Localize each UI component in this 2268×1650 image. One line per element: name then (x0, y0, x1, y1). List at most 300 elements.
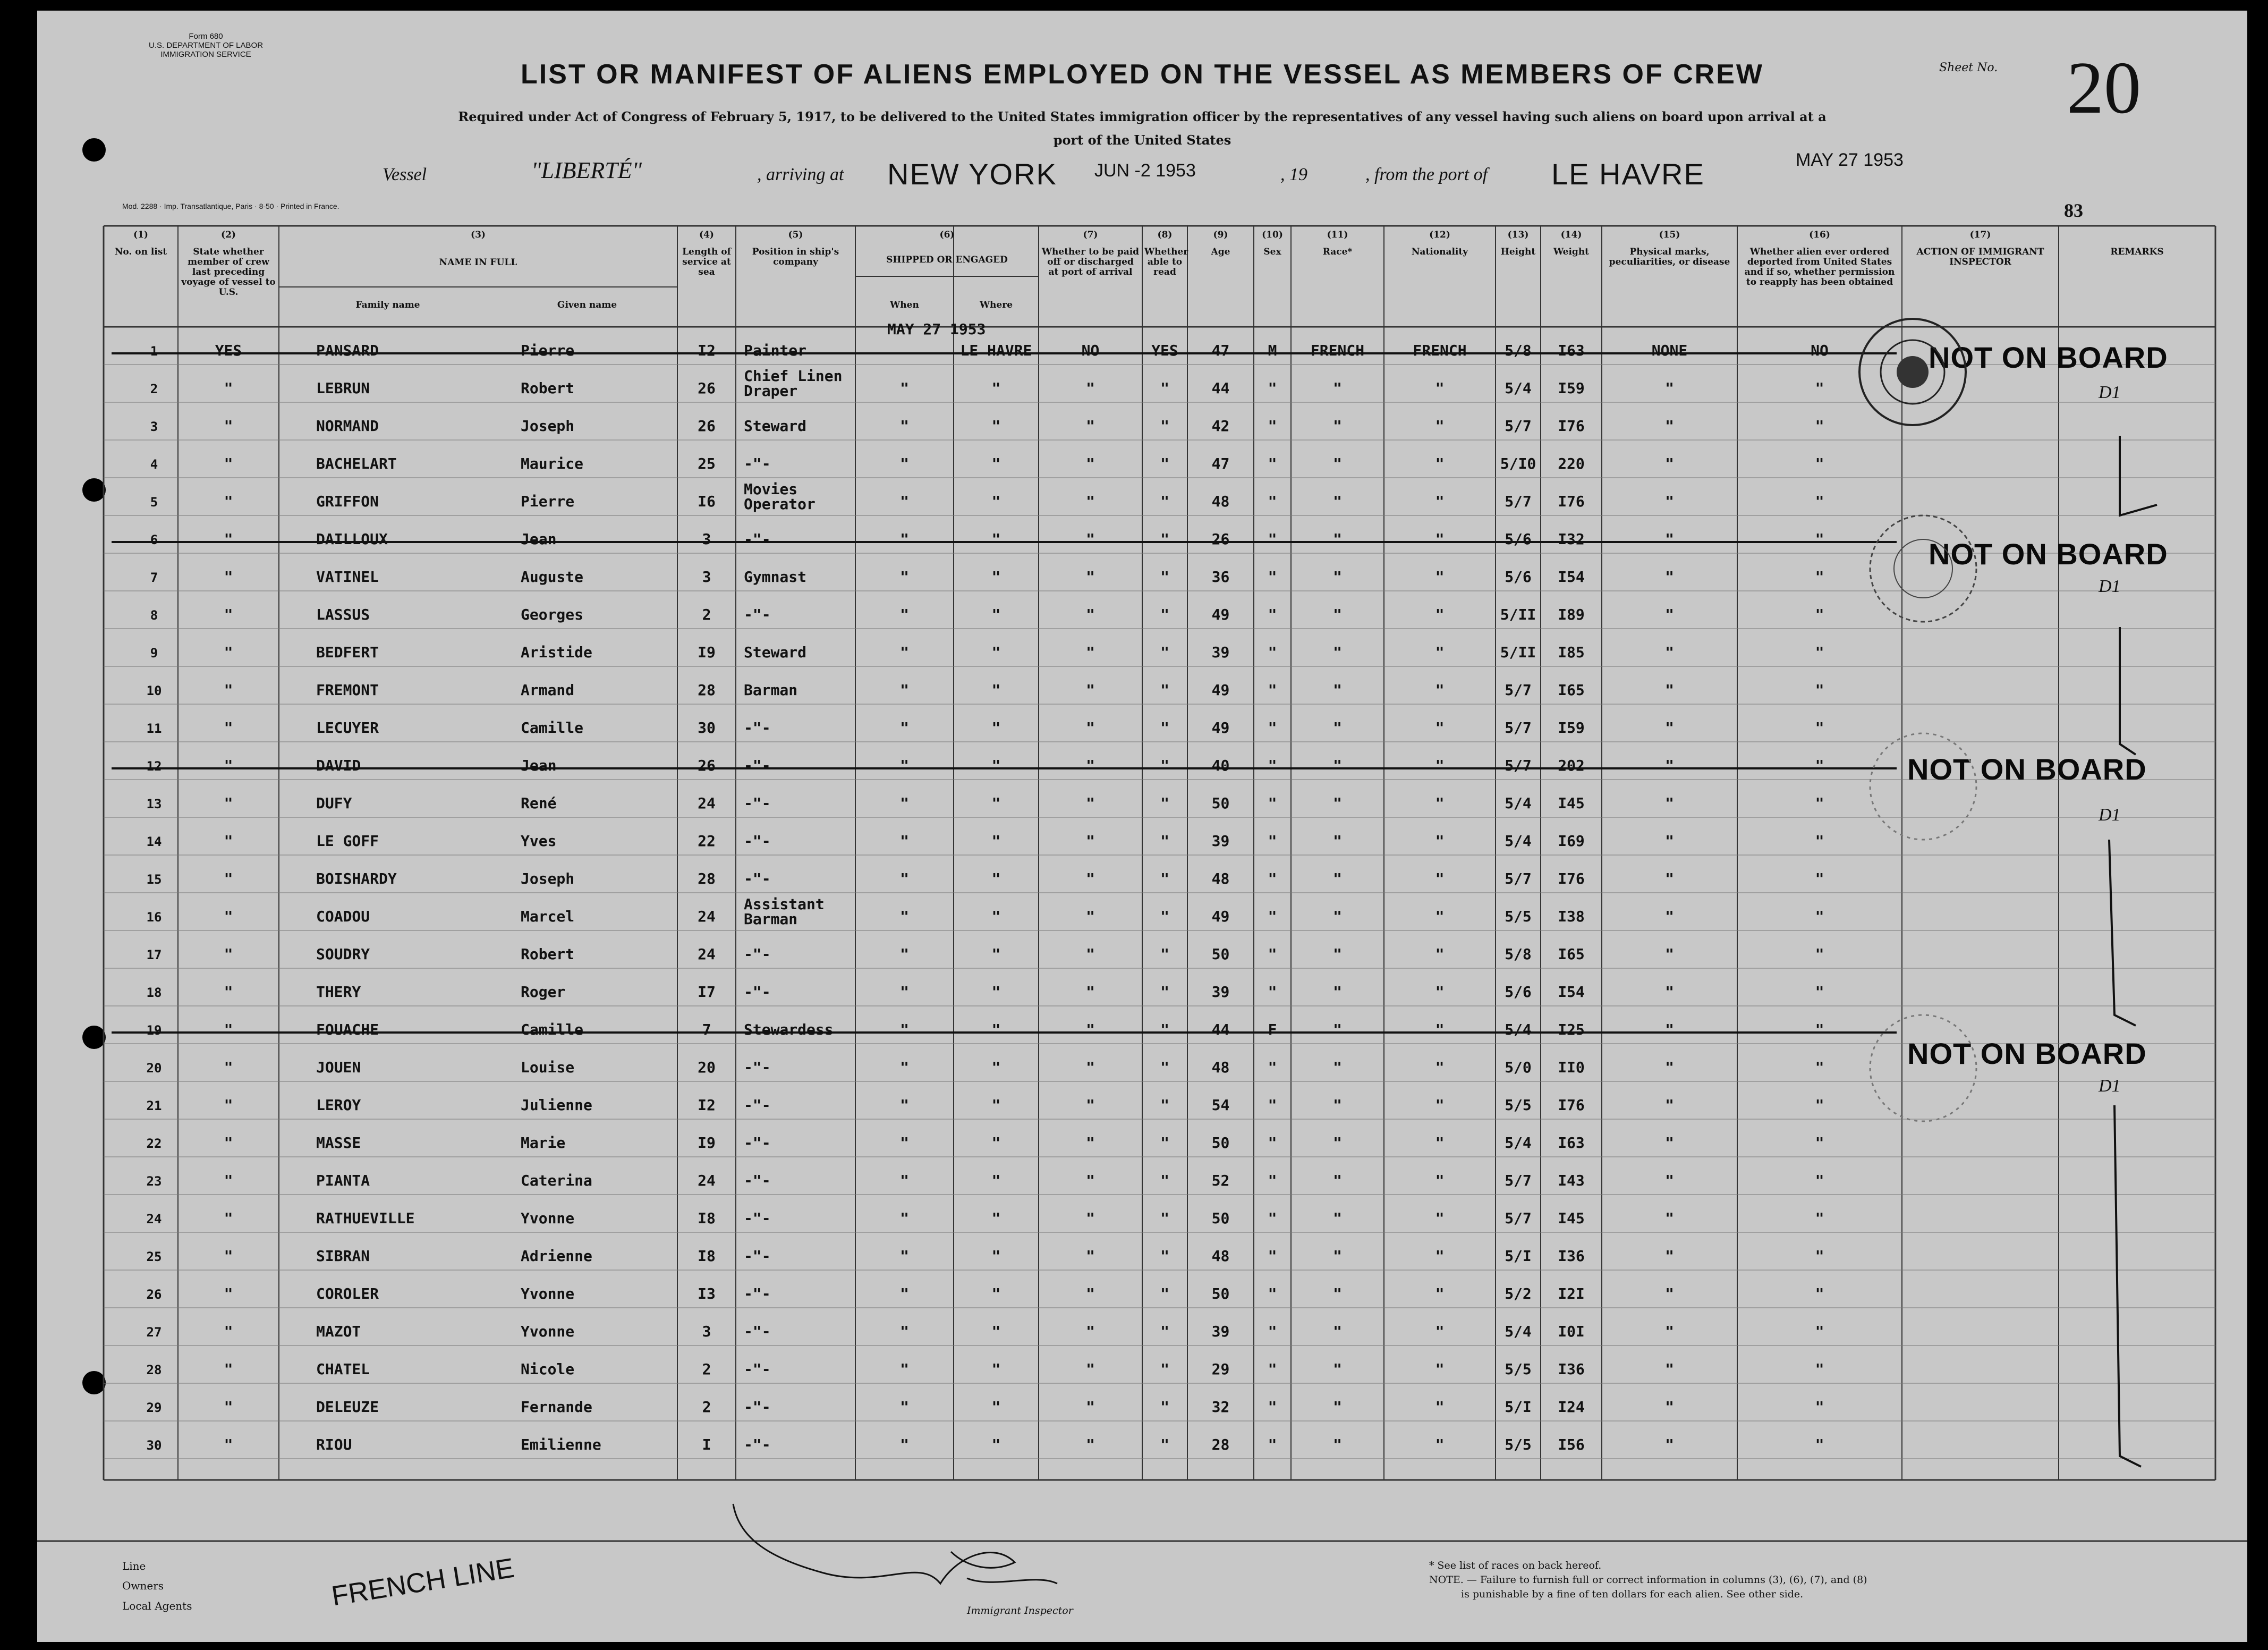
able-to-read: YES (1151, 342, 1178, 359)
position: Assistant Barman (744, 895, 825, 928)
prev-voyage: " (224, 1096, 233, 1114)
position: Painter (744, 342, 807, 359)
nationality: " (1435, 568, 1445, 586)
able-to-read: " (1160, 493, 1169, 510)
paid-off: " (1086, 1021, 1095, 1038)
paid-off: " (1086, 530, 1095, 548)
race: " (1333, 493, 1342, 510)
sex: " (1268, 945, 1277, 963)
position: -"- (744, 983, 771, 1001)
age: 44 (1211, 1021, 1230, 1038)
weight: I59 (1558, 719, 1585, 737)
consular-seal-stamp (1849, 308, 1976, 436)
given-name: Caterina (521, 1172, 592, 1189)
given-name: Auguste (521, 568, 584, 586)
given-name: Marcel (521, 908, 575, 925)
remarks-bracket-lines (2088, 414, 2194, 1584)
paid-off: " (1086, 1172, 1095, 1189)
family-name: JOUEN (316, 1059, 361, 1076)
row-number: 1 (150, 344, 158, 359)
row-number: 28 (146, 1363, 162, 1377)
service-length: 25 (698, 455, 716, 472)
service-length: I7 (698, 983, 716, 1001)
physical-marks: " (1665, 832, 1674, 850)
shipped-when: " (900, 417, 909, 435)
weight: I76 (1558, 1096, 1585, 1114)
race-footnote: * See list of races on back hereof. (1429, 1560, 1602, 1571)
given-name: Robert (521, 379, 575, 397)
column-header-name: NAME IN FULL (439, 257, 517, 268)
given-name: Emilienne (521, 1436, 601, 1453)
form-number: Form 680 (189, 32, 223, 41)
position: -"- (744, 1172, 771, 1189)
nationality: " (1435, 1096, 1445, 1114)
nationality: " (1435, 681, 1445, 699)
shipped-when: " (900, 794, 909, 812)
physical-marks: " (1665, 983, 1674, 1001)
physical-marks: " (1665, 794, 1674, 812)
prev-voyage: " (224, 1172, 233, 1189)
position: -"- (744, 945, 771, 963)
shipped-when: " (900, 1323, 909, 1340)
height: 5/7 (1505, 1209, 1532, 1227)
weight: I32 (1558, 530, 1585, 548)
row-number: 27 (146, 1325, 162, 1340)
physical-marks: " (1665, 1285, 1674, 1302)
height: 5/2 (1505, 1285, 1532, 1302)
sex: " (1268, 1323, 1277, 1340)
able-to-read: " (1160, 832, 1169, 850)
able-to-read: " (1160, 681, 1169, 699)
paid-off: " (1086, 379, 1095, 397)
shipped-where: " (991, 832, 1001, 850)
service-length: 2 (702, 1360, 711, 1378)
sex: " (1268, 1398, 1277, 1416)
row-number: 11 (146, 721, 162, 736)
shipped-where: " (991, 1096, 1001, 1114)
race: " (1333, 870, 1342, 887)
shipped-where: " (991, 757, 1001, 774)
row-number: 14 (146, 834, 162, 849)
prev-voyage: " (224, 417, 233, 435)
nationality: " (1435, 417, 1445, 435)
position: -"- (744, 870, 771, 887)
row-number: 17 (146, 947, 162, 962)
given-name: Camille (521, 719, 584, 737)
paid-off: " (1086, 1096, 1095, 1114)
column-number: (1) (133, 230, 148, 240)
shipped-when: " (900, 757, 909, 774)
deported: NO (1811, 342, 1829, 359)
shipped-where: " (991, 1209, 1001, 1227)
deported: " (1815, 681, 1824, 699)
footer-owners-label: Owners (122, 1579, 164, 1592)
weight: II0 (1558, 1059, 1585, 1076)
sex: " (1268, 719, 1277, 737)
given-name: Yves (521, 832, 557, 850)
race: " (1333, 719, 1342, 737)
height: 5/I (1505, 1247, 1532, 1265)
shipped-when: " (900, 719, 909, 737)
paid-off: " (1086, 568, 1095, 586)
shipped-when: " (900, 1134, 909, 1152)
physical-marks: " (1665, 1436, 1674, 1453)
age: 49 (1211, 681, 1230, 699)
service-length: 28 (698, 870, 716, 887)
height: 5/I (1505, 1398, 1532, 1416)
service-length: I6 (698, 493, 716, 510)
position: -"- (744, 1134, 771, 1152)
nationality: " (1435, 1021, 1445, 1038)
shipped-where: " (991, 417, 1001, 435)
family-name: FOUACHE (316, 1021, 379, 1038)
departure-port: LE HAVRE (1551, 157, 1705, 191)
column-header-given-name: Given name (557, 300, 617, 310)
able-to-read: " (1160, 757, 1169, 774)
race: " (1333, 1247, 1342, 1265)
shipped-where: " (991, 644, 1001, 661)
physical-marks: " (1665, 417, 1674, 435)
prev-voyage: " (224, 1360, 233, 1378)
race: " (1333, 455, 1342, 472)
column-number: (6) (939, 230, 955, 240)
row-number: 16 (146, 910, 162, 925)
column-header-c16: Whether alien ever ordered deported from United States and if so, whether permission to reapply has been obtained (1744, 247, 1895, 287)
row-number: 18 (146, 985, 162, 1000)
deported: " (1815, 1096, 1824, 1114)
row-number: 19 (146, 1023, 162, 1038)
given-name: Jean (521, 757, 557, 774)
shipped-when: " (900, 606, 909, 623)
weight: I54 (1558, 568, 1585, 586)
family-name: BACHELART (316, 455, 397, 472)
nationality: " (1435, 493, 1445, 510)
from-port-label: , from the port of (1365, 165, 1488, 184)
family-name: PANSARD (316, 342, 379, 359)
age: 39 (1211, 832, 1230, 850)
prev-voyage: " (224, 1247, 233, 1265)
given-name: Julienne (521, 1096, 592, 1114)
deported: " (1815, 945, 1824, 963)
weight: I76 (1558, 493, 1585, 510)
position: Stewardess (744, 1021, 834, 1038)
height: 5/7 (1505, 870, 1532, 887)
weight: I76 (1558, 870, 1585, 887)
sex: " (1268, 568, 1277, 586)
service-length: 24 (698, 945, 716, 963)
column-number: (3) (471, 230, 486, 240)
service-length: 24 (698, 908, 716, 925)
prev-voyage: " (224, 1436, 233, 1453)
shipped-where: " (991, 379, 1001, 397)
paid-off: " (1086, 908, 1095, 925)
prev-voyage: " (224, 606, 233, 623)
shipped-when: " (900, 983, 909, 1001)
age: 47 (1211, 455, 1230, 472)
prev-voyage: " (224, 493, 233, 510)
shipped-when: " (900, 1096, 909, 1114)
sex: " (1268, 1134, 1277, 1152)
race: " (1333, 1436, 1342, 1453)
prev-voyage: " (224, 1134, 233, 1152)
shipped-when: " (900, 945, 909, 963)
weight: I69 (1558, 832, 1585, 850)
weight: I45 (1558, 1209, 1585, 1227)
row-number: 13 (146, 797, 162, 811)
deported: " (1815, 1398, 1824, 1416)
paid-off: " (1086, 1360, 1095, 1378)
height: 5/4 (1505, 1134, 1532, 1152)
height: 5/6 (1505, 568, 1532, 586)
shipped-when: " (900, 1285, 909, 1302)
able-to-read: " (1160, 1436, 1169, 1453)
physical-marks: " (1665, 1247, 1674, 1265)
column-number: (10) (1262, 230, 1283, 240)
paid-off: " (1086, 455, 1095, 472)
family-name: PIANTA (316, 1172, 370, 1189)
shipped-where: " (991, 983, 1001, 1001)
given-name: Robert (521, 945, 575, 963)
deported: " (1815, 568, 1824, 586)
family-name: NORMAND (316, 417, 379, 435)
column-number: (12) (1429, 230, 1450, 240)
weight: 220 (1558, 455, 1585, 472)
given-name: Nicole (521, 1360, 575, 1378)
height: 5/7 (1505, 1172, 1532, 1189)
able-to-read: " (1160, 1398, 1169, 1416)
able-to-read: " (1160, 606, 1169, 623)
prev-voyage: " (224, 945, 233, 963)
paid-off: NO (1081, 342, 1100, 359)
nationality: " (1435, 1209, 1445, 1227)
arriving-label: , arriving at (757, 165, 844, 184)
weight: I85 (1558, 644, 1585, 661)
inspector-signature (717, 1493, 1089, 1600)
sheet-number: 20 (2067, 47, 2141, 129)
column-header-c11: Race* (1322, 247, 1353, 257)
height: 5/4 (1505, 1021, 1532, 1038)
race: " (1333, 1209, 1342, 1227)
service-length: I (702, 1436, 711, 1453)
nationality: " (1435, 1398, 1445, 1416)
deported: " (1815, 908, 1824, 925)
position: Steward (744, 644, 807, 661)
paid-off: " (1086, 1209, 1095, 1227)
remark-mark: D1 (2099, 805, 2121, 825)
prev-voyage: YES (215, 342, 242, 359)
shipped-where: " (991, 719, 1001, 737)
age: 39 (1211, 983, 1230, 1001)
physical-marks: " (1665, 1398, 1674, 1416)
given-name: Jean (521, 530, 557, 548)
shipped-where: LE HAVRE (960, 342, 1032, 359)
shipped-where: " (991, 1021, 1001, 1038)
race: " (1333, 1360, 1342, 1378)
paid-off: " (1086, 1247, 1095, 1265)
family-name: SOUDRY (316, 945, 370, 963)
height: 5/4 (1505, 1323, 1532, 1340)
paid-off: " (1086, 870, 1095, 887)
prev-voyage: " (224, 379, 233, 397)
service-length: 2 (702, 1398, 711, 1416)
shipped-where: " (991, 908, 1001, 925)
service-length: I2 (698, 342, 716, 359)
row-number: 2 (150, 382, 158, 396)
company-stamp: FRENCH LINE (329, 1552, 516, 1612)
column-header-family-name: Family name (355, 300, 420, 310)
deported: " (1815, 530, 1824, 548)
shipped-where: " (991, 493, 1001, 510)
family-name: LEBRUN (316, 379, 370, 397)
given-name: Camille (521, 1021, 584, 1038)
position: -"- (744, 757, 771, 774)
prev-voyage: " (224, 870, 233, 887)
service-length: I8 (698, 1209, 716, 1227)
weight: I65 (1558, 681, 1585, 699)
prev-voyage: " (224, 757, 233, 774)
age: 54 (1211, 1096, 1230, 1114)
weight: I76 (1558, 417, 1585, 435)
age: 50 (1211, 945, 1230, 963)
shipped-where: " (991, 1285, 1001, 1302)
footer-line-label: Line (122, 1560, 146, 1572)
age: 39 (1211, 1323, 1230, 1340)
age: 50 (1211, 794, 1230, 812)
consular-seal-stamp (1859, 505, 1987, 632)
paid-off: " (1086, 417, 1095, 435)
column-header-c7: Whether to be paid off or discharged at port of arrival (1041, 247, 1140, 277)
family-name: DELEUZE (316, 1398, 379, 1416)
paid-off: " (1086, 681, 1095, 699)
position: -"- (744, 1323, 771, 1340)
shipped-where: " (991, 1398, 1001, 1416)
nationality: " (1435, 983, 1445, 1001)
nationality: " (1435, 1134, 1445, 1152)
sex: " (1268, 832, 1277, 850)
height: 5/7 (1505, 681, 1532, 699)
physical-marks: " (1665, 1059, 1674, 1076)
race: " (1333, 1172, 1342, 1189)
sex: " (1268, 530, 1277, 548)
race: " (1333, 644, 1342, 661)
position: -"- (744, 530, 771, 548)
prev-voyage: " (224, 1323, 233, 1340)
shipped-when: " (900, 379, 909, 397)
service-length: 22 (698, 832, 716, 850)
able-to-read: " (1160, 455, 1169, 472)
nationality: " (1435, 379, 1445, 397)
able-to-read: " (1160, 983, 1169, 1001)
column-header-c17: ACTION OF IMMIGRANT INSPECTOR (1916, 247, 2044, 267)
height: 5/4 (1505, 832, 1532, 850)
row-number: 4 (150, 457, 158, 472)
not-on-board-stamp: NOT ON BOARD (1907, 1037, 2147, 1070)
column-number: (7) (1083, 230, 1098, 240)
deported: " (1815, 1285, 1824, 1302)
sex: " (1268, 606, 1277, 623)
shipped-when: " (900, 1247, 909, 1265)
shipped-where: " (991, 794, 1001, 812)
shipped-where: " (991, 568, 1001, 586)
nationality: " (1435, 757, 1445, 774)
family-name: DAILLOUX (316, 530, 388, 548)
sex: " (1268, 1360, 1277, 1378)
family-name: BEDFERT (316, 644, 379, 661)
column-header-when: When (890, 300, 919, 310)
shipped-when: " (900, 455, 909, 472)
family-name: BOISHARDY (316, 870, 397, 887)
family-name: FREMONT (316, 681, 379, 699)
position: -"- (744, 1436, 771, 1453)
column-header-c10: Sex (1263, 247, 1281, 257)
paid-off: " (1086, 945, 1095, 963)
able-to-read: " (1160, 379, 1169, 397)
height: 5/II (1500, 606, 1536, 623)
age: 50 (1211, 1134, 1230, 1152)
sex: " (1268, 681, 1277, 699)
column-header-c12: Nationality (1411, 247, 1468, 257)
able-to-read: " (1160, 1096, 1169, 1114)
shipped-where: " (991, 530, 1001, 548)
age: 28 (1211, 1436, 1230, 1453)
able-to-read: " (1160, 1323, 1169, 1340)
weight: I65 (1558, 945, 1585, 963)
paid-off: " (1086, 493, 1095, 510)
row-number: 3 (150, 419, 158, 434)
shipped-when: " (900, 530, 909, 548)
height: 5/8 (1505, 342, 1532, 359)
position: Barman (744, 681, 798, 699)
age: 49 (1211, 908, 1230, 925)
position: -"- (744, 1059, 771, 1076)
able-to-read: " (1160, 1247, 1169, 1265)
vessel-name: "LIBERTÉ" (531, 157, 642, 183)
row-number: 8 (150, 608, 158, 623)
service-length: 3 (702, 1323, 711, 1340)
service-length: I9 (698, 1134, 716, 1152)
column-number: (5) (788, 230, 803, 240)
deported: " (1815, 1172, 1824, 1189)
row-number: 10 (146, 683, 162, 698)
column-number: (4) (699, 230, 714, 240)
nationality: " (1435, 644, 1445, 661)
given-name: Pierre (521, 493, 575, 510)
physical-marks: " (1665, 1360, 1674, 1378)
age: 42 (1211, 417, 1230, 435)
sex: " (1268, 1247, 1277, 1265)
race: " (1333, 1323, 1342, 1340)
nationality: " (1435, 1285, 1445, 1302)
family-name: COADOU (316, 908, 370, 925)
height: 5/4 (1505, 379, 1532, 397)
row-number: 12 (146, 759, 162, 774)
physical-marks: " (1665, 870, 1674, 887)
prev-voyage: " (224, 644, 233, 661)
row-number: 5 (150, 495, 158, 510)
manifest-sheet (37, 11, 2247, 1642)
deported: " (1815, 983, 1824, 1001)
race: " (1333, 757, 1342, 774)
given-name: René (521, 794, 557, 812)
nationality: " (1435, 1360, 1445, 1378)
physical-marks: " (1665, 1134, 1674, 1152)
paid-off: " (1086, 1398, 1095, 1416)
physical-marks: " (1665, 1323, 1674, 1340)
column-number: (13) (1507, 230, 1529, 240)
deported: " (1815, 606, 1824, 623)
shipped-where: " (991, 1323, 1001, 1340)
shipped-where: " (991, 606, 1001, 623)
